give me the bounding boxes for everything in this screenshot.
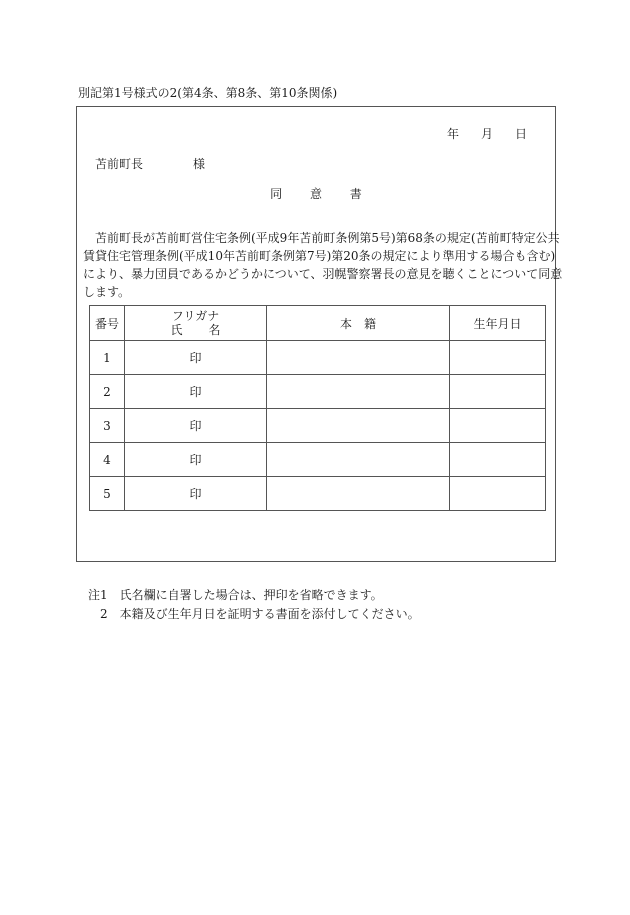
honseki-field[interactable] (267, 443, 450, 477)
notes (88, 586, 420, 624)
date-year-label: 年 (446, 127, 459, 141)
date-month-label: 月 (480, 127, 493, 141)
document-title: 同 意 書 (270, 187, 374, 201)
addressee (95, 155, 205, 172)
table-row (90, 477, 546, 511)
row-number: 4 (90, 443, 125, 477)
consent-body (83, 229, 563, 301)
birthdate-field[interactable] (450, 375, 546, 409)
name-field[interactable] (125, 443, 267, 477)
form-reference: 別記第1号様式の2(第4条、第8条、第10条関係) (78, 86, 338, 100)
name-field[interactable] (125, 375, 267, 409)
table-row (90, 341, 546, 375)
body-line: 賃貸住宅管理条例(平成10年苫前町条例第7号)第20条の規定により準用する場合も含む) (83, 249, 556, 263)
honseki-field[interactable] (267, 477, 450, 511)
name-field[interactable] (125, 341, 267, 375)
addressee-honorific: 様 (193, 157, 206, 171)
table-row (90, 409, 546, 443)
name-field[interactable] (125, 409, 267, 443)
header-name-right: 名 (208, 323, 221, 337)
date-day-label: 日 (514, 127, 527, 141)
body-line: により、暴力団員であるかどうかについて、羽幌警察署長の意見を聴くことについて同意 (83, 267, 563, 281)
consenter-table (89, 305, 546, 511)
note-1: 注1 氏名欄に自署した場合は、押印を省略できます。 (88, 588, 383, 602)
header-honseki: 本 籍 (267, 306, 450, 341)
row-number: 2 (90, 375, 125, 409)
note-2: 2 本籍及び生年月日を証明する書面を添付してください。 (100, 607, 420, 621)
seal-mark: 印 (189, 453, 202, 467)
row-number: 1 (90, 341, 125, 375)
name-field[interactable] (125, 477, 267, 511)
honseki-field[interactable] (267, 341, 450, 375)
birthdate-field[interactable] (450, 409, 546, 443)
consent-form-frame (76, 106, 563, 562)
birthdate-field[interactable] (450, 341, 546, 375)
date-line (447, 125, 527, 142)
seal-mark: 印 (189, 351, 202, 365)
header-name (125, 306, 267, 341)
honseki-field[interactable] (267, 409, 450, 443)
header-birthdate: 生年月日 (450, 306, 546, 341)
row-number: 3 (90, 409, 125, 443)
seal-mark: 印 (189, 487, 202, 501)
table-row (90, 375, 546, 409)
body-line: 苫前町長が苫前町営住宅条例(平成9年苫前町条例第5号)第68条の規定(苫前町特定公共 (95, 231, 560, 245)
header-number: 番号 (90, 306, 125, 341)
body-line: します。 (83, 285, 131, 299)
header-name-left: 氏 (170, 323, 183, 337)
addressee-name: 苫前町長 (95, 157, 144, 171)
header-furigana: フリガナ (171, 309, 220, 323)
table-row (90, 443, 546, 477)
birthdate-field[interactable] (450, 477, 546, 511)
row-number: 5 (90, 477, 125, 511)
honseki-field[interactable] (267, 375, 450, 409)
birthdate-field[interactable] (450, 443, 546, 477)
seal-mark: 印 (189, 419, 202, 433)
table-header-row (90, 306, 546, 341)
seal-mark: 印 (189, 385, 202, 399)
